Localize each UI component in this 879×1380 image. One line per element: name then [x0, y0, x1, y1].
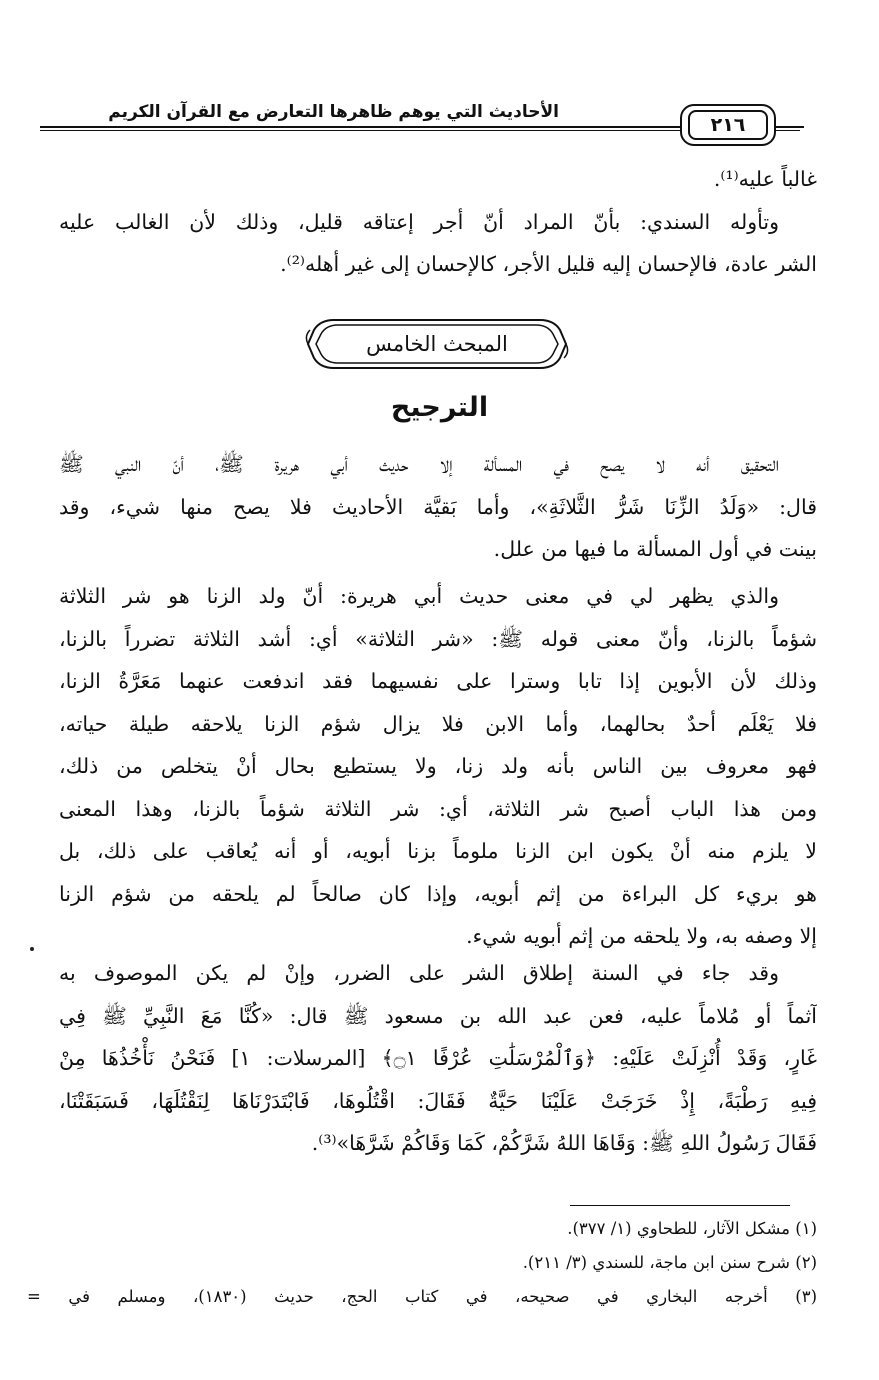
text-line: لا يلزم منه أنْ يكون ابن الزنا ملوماً بزنا أبويه، أو أنه يُعاقب على ذلك، بل — [59, 839, 817, 863]
section-cartouche — [304, 316, 570, 372]
text-line: قال: «وَلَدُ الزِّنَا شَرُّ الثَّلاثَةِ»، وأما بَقيَّة الأحاديث فلا يصح منها شيء، وقد — [59, 494, 817, 519]
text-line: فهو معروف بين الناس بأنه ولد زنا، ولا يستطيع بحال أنْ يتخلص من ذلك، — [59, 754, 817, 778]
footnote-2: (٢) شرح سنن ابن ماجة، للسندي (٣/ ٢١١). — [522, 1253, 817, 1272]
text-line: الشر عادة، فالإحسان إليه قليل الأجر، كالإحسان إلى غير أهله⁽²⁾. — [280, 252, 817, 276]
running-header — [40, 94, 800, 144]
footnote-1: (١) مشكل الآثار، للطحاوي (١/ ٣٧٧). — [567, 1219, 817, 1238]
text-line: فَقَالَ رَسُولُ اللهِ ﷺ: وَقَاهَا اللهُ شَرَّكُمْ، كَمَا وَقَاكُمْ شَرَّهَا»⁽³⁾. — [311, 1131, 817, 1155]
header-rule-stub — [778, 126, 804, 128]
text-line: شؤماً بالزنا، وأنّ معنى قوله ﷺ: «شر الثلاثة» أي: أشد الثلاثة تضرراً بالزنا، — [59, 626, 817, 651]
paragraph-1 — [59, 443, 817, 571]
running-title: الأحاديث التي يوهم ظاهرها التعارض مع القرآن الكريم — [102, 102, 565, 122]
text-line: والذي يظهر لي في معنى حديث أبي هريرة: أنّ ولد الزنا هو شر الثلاثة — [59, 584, 779, 608]
section-label: المبحث الخامس — [366, 332, 508, 356]
footnotes — [27, 1212, 817, 1314]
intro-text — [59, 158, 817, 286]
section-heading: الترجيح — [390, 392, 489, 423]
text-line: بينت في أول المسألة ما فيها من علل. — [493, 537, 817, 561]
page-number: ٢١٦ — [688, 110, 768, 140]
text-line: ومن هذا الباب أصبح شر الثلاثة، أي: شر الثلاثة شؤماً بالزنا، وهذا المعنى — [59, 796, 817, 821]
text-line: غالباً عليه⁽¹⁾. — [713, 167, 817, 191]
footnote-separator — [570, 1205, 790, 1206]
text-line: فلا يَعْلَم أحدٌ بحالهما، وأما الابن فلا يزال شؤم الزنا يلاحقه طيلة حياته، — [59, 711, 817, 736]
text-line: وتأوله السندي: بأنّ المراد أنّ أجر إعتاقه قليل، وذلك لأن الغالب عليه — [59, 209, 779, 234]
text-line: وذلك لأن الأبوين إذا تابا وسترا على نفسيهما فقد اندفعت عنهما مَعَرَّةُ الزنا، — [59, 669, 817, 693]
text-line: آثماً أو مُلاماً عليه، فعن عبد الله بن مسعود ﷺ قال: «كُنَّا مَعَ النَّبِيِّ ﷺ فِي — [59, 1003, 817, 1028]
paragraph-3 — [59, 952, 817, 1165]
ink-speck — [30, 947, 34, 951]
text-line: هو بريء كل البراءة من إثم أبويه، وإذا كان صالحاً لم يلحقه من شؤم الزنا — [59, 881, 817, 906]
text-line: إلا وصفه به، ولا يلحقه من إثم أبويه شيء. — [466, 924, 817, 948]
page-number-frame — [680, 104, 776, 146]
text-line: التحقيق أنه لا يصح في المسألة إلا حديث أبي هريرة ﷺ، أنّ النبي ﷺ — [59, 452, 779, 476]
text-line: غَارٍ، وَقَدْ أُنْزِلَتْ عَلَيْهِ: ﴿وَٱلْمُرْسَلَٰتِ عُرْفًا ۝١﴾ [المرسلات: ١] فَنَحْنُ نَأْخُذُهَا مِنْ — [59, 1046, 817, 1070]
footnote-3: (٣) أخرجه البخاري في صحيحه، في كتاب الحج، حديث (١٨٣٠)، ومسلم في = — [27, 1287, 817, 1306]
paragraph-2 — [59, 575, 817, 958]
text-line: فِيهِ رَطْبَةً، إِذْ خَرَجَتْ عَلَيْنَا حَيَّةٌ فَقَالَ: اقْتُلُوهَا، فَابْتَدَرْنَاهَا لِنَقْتُلَهَا، فَسَبَقَتْنَا، — [59, 1088, 817, 1113]
text-line: وقد جاء في السنة إطلاق الشر على الضرر، وإنْ لم يكن الموصوف به — [59, 961, 779, 985]
